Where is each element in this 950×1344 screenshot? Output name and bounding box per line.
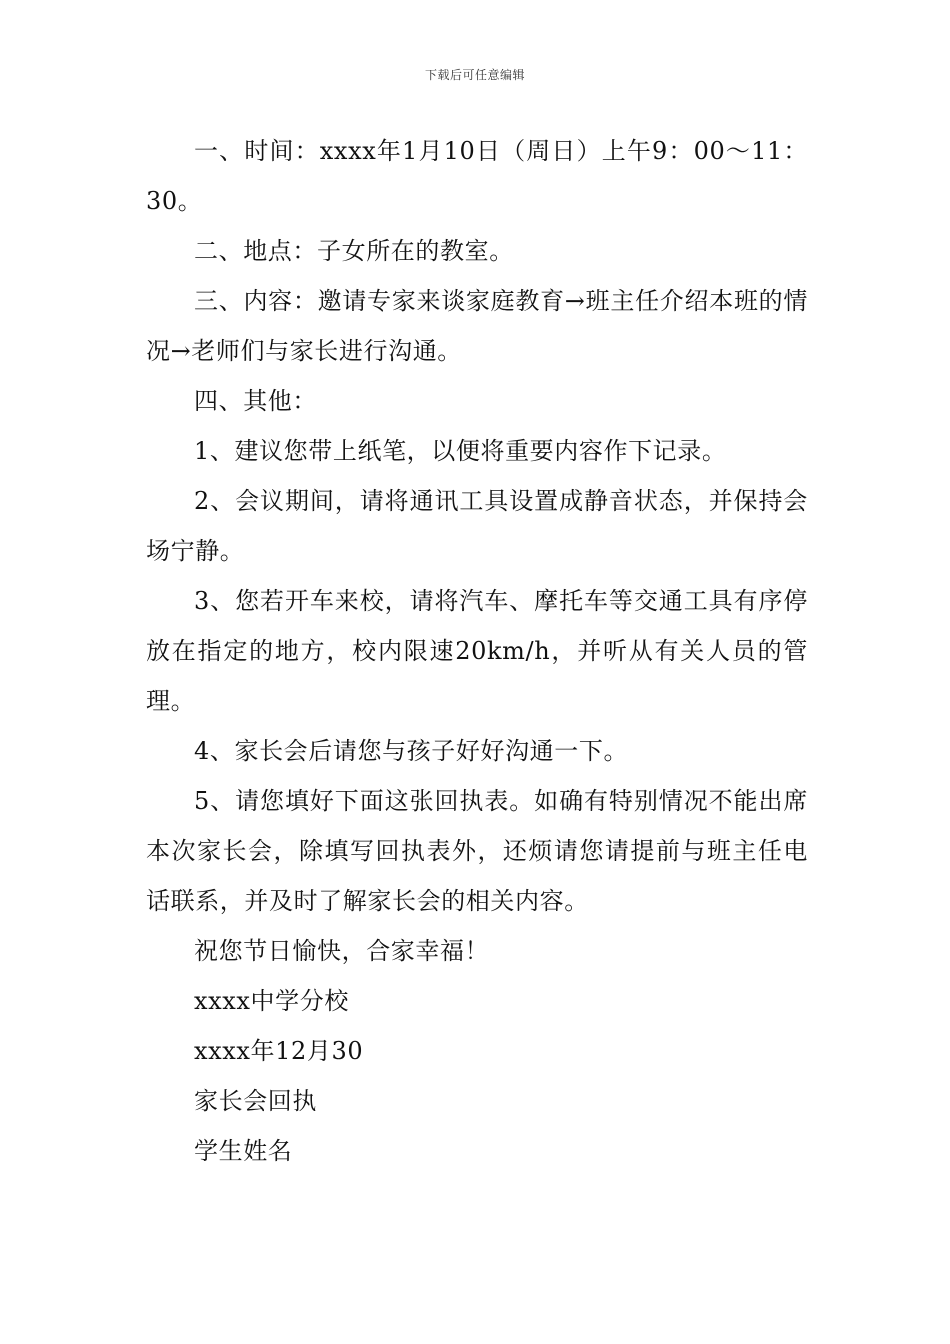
list-item: 5、请您填好下面这张回执表。如确有特别情况不能出席本次家长会，除填写回执表外，还烦请您请提前与班主任电话联系，并及时了解家长会的相关内容。 — [146, 787, 808, 915]
time-paragraph: 一、时间：xxxx年1月10日（周日）上午9：00～11：30。 — [146, 137, 808, 215]
list-item: 4、家长会后请您与孩子好好沟通一下。 — [194, 737, 629, 765]
document-date: xxxx年12月30 — [194, 1037, 364, 1065]
other-heading: 四、其他： — [194, 387, 317, 415]
list-item: 3、您若开车来校，请将汽车、摩托车等交通工具有序停放在指定的地方，校内限速20km/h，并听从有关人员的管理。 — [146, 587, 808, 715]
list-item: 2、会议期间，请将通讯工具设置成静音状态，并保持会场宁静。 — [146, 487, 808, 565]
page-header-note: 下载后可任意编辑 — [424, 68, 525, 82]
place-paragraph: 二、地点：子女所在的教室。 — [194, 237, 514, 265]
list-item: 1、建议您带上纸笔，以便将重要内容作下记录。 — [194, 437, 727, 465]
greeting-line: 祝您节日愉快，合家幸福！ — [194, 937, 490, 965]
student-name-label: 学生姓名 — [194, 1137, 293, 1165]
receipt-title: 家长会回执 — [194, 1087, 317, 1115]
document-body — [146, 126, 808, 1176]
school-name: xxxx中学分校 — [194, 987, 349, 1015]
content-paragraph: 三、内容：邀请专家来谈家庭教育→班主任介绍本班的情况→老师们与家长进行沟通。 — [146, 287, 808, 365]
